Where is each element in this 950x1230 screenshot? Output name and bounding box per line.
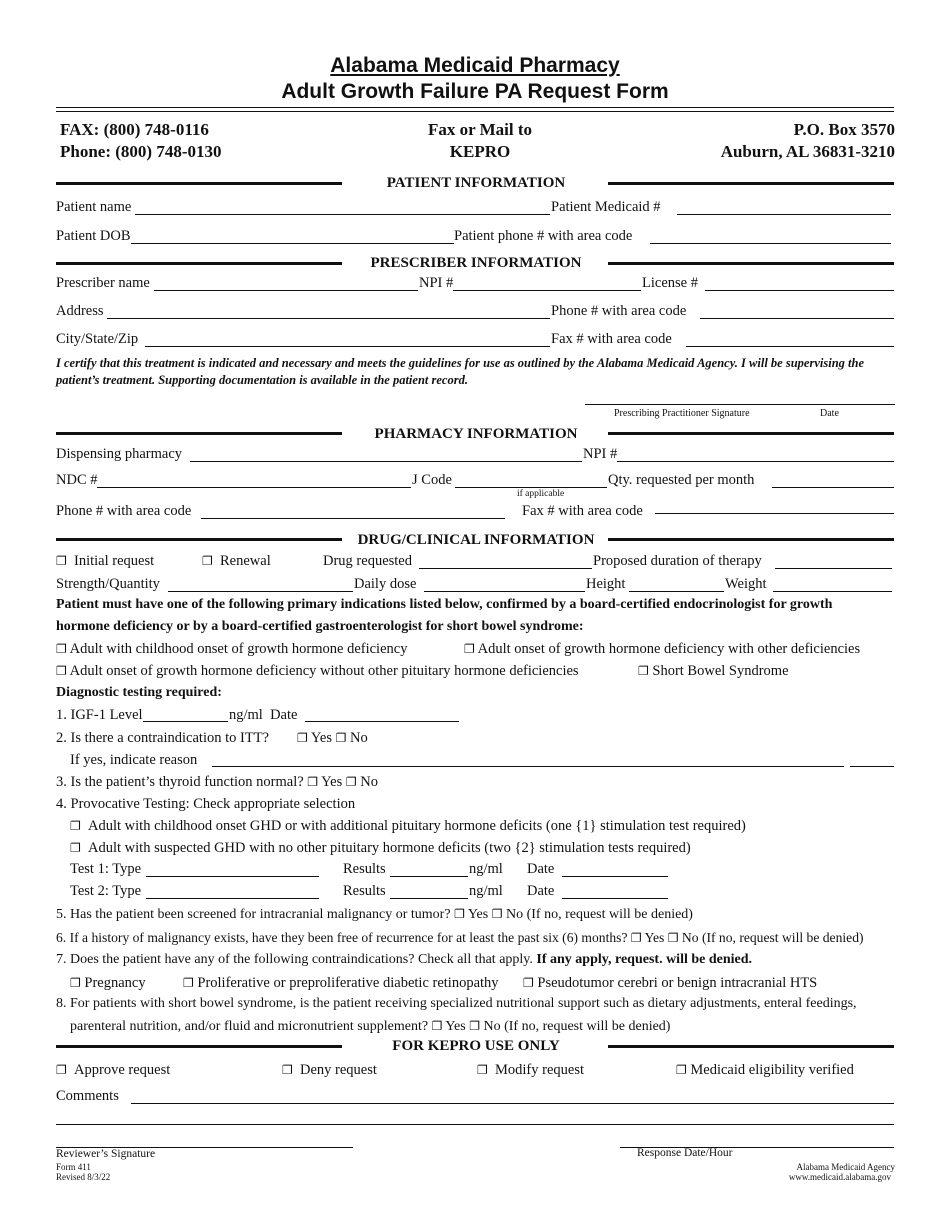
kepro-section-title: FOR KEPRO USE ONLY: [392, 1038, 560, 1054]
patient-medicaid-label: Patient Medicaid #: [551, 199, 661, 215]
primary-indications-line2: hormone deficiency or by a board-certified gastroenterologist for short bowel syndrome:: [56, 619, 584, 634]
patient-section-title: PATIENT INFORMATION: [386, 175, 566, 191]
patient-name-label: Patient name: [56, 199, 132, 215]
qty-label: Qty. requested per month: [608, 472, 755, 488]
igf1-date-label: ng/ml Date: [229, 707, 298, 723]
no-label: No: [349, 730, 368, 746]
contra-label: Proliferative or preproliferative diabetic retinopathy: [197, 975, 499, 991]
q8-label: parenteral nutrition, and/or fluid and micronutrient supplement?: [70, 1019, 429, 1034]
test2-type-label: Test 2: Type: [70, 883, 141, 899]
denied-note: (If no, request will be denied): [504, 1019, 671, 1034]
checkbox-icon[interactable]: ❐: [70, 976, 81, 990]
deny-label: Deny request: [300, 1062, 377, 1078]
checkbox-icon[interactable]: ❐: [183, 976, 194, 990]
indication-label: Adult with childhood onset of growth hormone deficiency: [69, 641, 408, 657]
contra-label: Pseudotumor cerebri or benign intracranial HTS: [537, 975, 818, 991]
prescriber-section-title: PRESCRIBER INFORMATION: [370, 255, 582, 271]
q6-label: 6. If a history of malignancy exists, have they been free of recurrence for at least the past six (6) months?: [56, 930, 628, 945]
q6-recurrence[interactable]: [56, 930, 864, 946]
certification-statement: I certify that this treatment is indicated and necessary and meets the guidelines for use as outlined by the Alabama Medicaid Agency. I will be supervising the patient’s treatment. Supporting documentation is available in the patient record.: [56, 356, 864, 387]
section-bar: [608, 1045, 894, 1048]
po-box: P.O. Box 3570: [793, 120, 895, 139]
agency-url[interactable]: www.medicaid.alabama.gov: [788, 1172, 891, 1182]
section-bar: [608, 538, 894, 541]
checkbox-icon[interactable]: ❐: [638, 664, 649, 678]
q5-label: 5. Has the patient been screened for intracranial malignancy or tumor?: [56, 907, 451, 922]
no-label: No: [360, 774, 378, 790]
section-bar: [608, 262, 894, 265]
q5-malignancy[interactable]: [56, 907, 693, 923]
indication-childhood-onset[interactable]: [56, 641, 407, 658]
test1-date-field[interactable]: [562, 876, 668, 877]
address-field[interactable]: [107, 318, 550, 319]
checkbox-icon[interactable]: ❐: [56, 642, 67, 656]
yes-label: Yes: [445, 1019, 466, 1034]
indication-adult-onset-no-other[interactable]: [56, 663, 579, 680]
revised-date: Revised 8/3/22: [56, 1172, 111, 1182]
igf1-field[interactable]: [143, 721, 228, 722]
test2-ngml-label: ng/ml: [469, 883, 503, 899]
form-subtitle: Adult Growth Failure PA Request Form: [281, 80, 669, 103]
patient-phone-label: Patient phone # with area code: [454, 228, 633, 244]
test1-results-field[interactable]: [390, 876, 468, 877]
ndc-field[interactable]: [97, 487, 411, 488]
checkbox-icon[interactable]: ❐: [676, 1063, 687, 1077]
test1-type-field[interactable]: [146, 876, 319, 877]
denied-note: (If no, request will be denied): [701, 930, 864, 945]
approve-label: Approve request: [74, 1062, 171, 1078]
comments-label: Comments: [56, 1088, 119, 1104]
eligibility-verified-option[interactable]: [676, 1062, 854, 1079]
contra-label: Pregnancy: [84, 975, 146, 991]
q2-options[interactable]: [297, 730, 368, 747]
diagnostic-testing-heading: Diagnostic testing required:: [56, 685, 222, 700]
test1-ngml-label: ng/ml: [469, 861, 503, 877]
prescriber-phone-field[interactable]: [700, 318, 894, 319]
q4-option-label: Adult with childhood onset GHD or with additional pituitary hormone deficits (one {1} stimulation test required): [88, 818, 746, 834]
checkbox-icon[interactable]: ❐: [491, 907, 503, 921]
indication-short-bowel[interactable]: [638, 663, 789, 680]
checkbox-icon[interactable]: ❐: [335, 731, 347, 745]
drug-requested-label: Drug requested: [323, 553, 412, 569]
q7-label: 7. Does the patient have any of the following contraindications? Check all that apply.: [56, 952, 533, 967]
qty-field[interactable]: [772, 487, 894, 488]
response-date-label: Response Date/Hour: [637, 1147, 733, 1159]
prescriber-npi-field[interactable]: [453, 290, 641, 291]
indication-adult-onset-other[interactable]: [464, 641, 860, 658]
checkbox-icon[interactable]: ❐: [454, 907, 465, 921]
city-address: Auburn, AL 36831-3210: [720, 142, 895, 161]
section-bar: [608, 432, 894, 435]
q4-option-suspected[interactable]: [70, 840, 691, 857]
comments-field[interactable]: [131, 1103, 894, 1104]
checkbox-icon[interactable]: ❐: [630, 931, 642, 945]
weight-field[interactable]: [773, 591, 892, 592]
divider: [56, 107, 894, 108]
indication-label: Short Bowel Syndrome: [652, 663, 789, 679]
q8-line1: 8. For patients with short bowel syndrome, is the patient receiving specialized nutritional support such as dietary adjustments, enteral feedings,: [56, 996, 857, 1011]
strength-label: Strength/Quantity: [56, 576, 160, 592]
height-field[interactable]: [629, 591, 724, 592]
prescriber-fax-field[interactable]: [686, 346, 894, 347]
igf1-label: 1. IGF-1 Level: [56, 707, 143, 723]
divider: [56, 111, 894, 112]
denied-note: (If no, request will be denied): [526, 907, 693, 922]
q4-option-childhood[interactable]: [70, 818, 746, 835]
test1-type-label: Test 1: Type: [70, 861, 141, 877]
q3-label: 3. Is the patient’s thyroid function normal?: [56, 774, 304, 790]
checkbox-icon[interactable]: ❐: [523, 976, 534, 990]
checkbox-icon[interactable]: ❐: [477, 1063, 488, 1077]
q2-reason-label: If yes, indicate reason: [70, 752, 198, 768]
checkbox-icon[interactable]: ❐: [56, 554, 67, 568]
if-applicable-note: if applicable: [517, 489, 565, 499]
prescriber-phone-label: Phone # with area code: [551, 303, 687, 319]
yes-label: Yes: [467, 907, 489, 922]
initial-request-option[interactable]: [56, 553, 154, 570]
daily-dose-label: Daily dose: [354, 576, 417, 592]
form-title: Alabama Medicaid Pharmacy: [330, 54, 620, 77]
section-bar: [608, 182, 894, 185]
license-field[interactable]: [705, 290, 894, 291]
section-bar: [56, 1045, 342, 1048]
city-state-zip-field[interactable]: [145, 346, 550, 347]
indication-label: Adult onset of growth hormone deficiency without other pituitary hormone deficiencies: [69, 663, 579, 679]
contra-pregnancy[interactable]: [70, 975, 146, 992]
drug-requested-field[interactable]: [419, 568, 592, 569]
section-bar: [56, 262, 342, 265]
section-bar: [56, 182, 342, 185]
prescriber-fax-label: Fax # with area code: [551, 331, 672, 347]
checkbox-icon[interactable]: ❐: [70, 841, 81, 855]
test2-date-field[interactable]: [562, 898, 668, 899]
contra-retinopathy[interactable]: [183, 975, 499, 992]
eligibility-label: Medicaid eligibility verified: [690, 1062, 854, 1078]
no-label: No: [505, 907, 524, 922]
modify-label: Modify request: [495, 1062, 585, 1078]
fax-number: FAX: (800) 748-0116: [60, 120, 209, 139]
drug-section-title: DRUG/CLINICAL INFORMATION: [357, 532, 595, 548]
license-label: License #: [642, 275, 698, 291]
dispensing-pharmacy-label: Dispensing pharmacy: [56, 446, 183, 462]
pharmacy-npi-field[interactable]: [617, 461, 894, 462]
checkbox-icon[interactable]: ❐: [282, 1063, 293, 1077]
yes-label: Yes: [310, 730, 332, 746]
pharmacy-fax-field[interactable]: [655, 513, 894, 514]
q2-reason-field-extra[interactable]: [850, 766, 894, 767]
daily-dose-field[interactable]: [424, 591, 585, 592]
mail-to-label: Fax or Mail to: [427, 120, 533, 139]
duration-label: Proposed duration of therapy: [593, 553, 762, 569]
patient-dob-label: Patient DOB: [56, 228, 131, 244]
renewal-label: Renewal: [220, 553, 271, 569]
no-label: No: [483, 1019, 501, 1034]
patient-dob-field[interactable]: [131, 243, 454, 244]
test2-results-field[interactable]: [390, 898, 468, 899]
deny-request-option[interactable]: [282, 1062, 377, 1079]
kepro-label: KEPRO: [449, 142, 511, 161]
prescriber-name-label: Prescriber name: [56, 275, 150, 291]
pharmacy-phone-label: Phone # with area code: [56, 503, 192, 519]
q4-option-label: Adult with suspected GHD with no other pituitary hormone deficits (two {2} stimulation tests required): [88, 840, 691, 856]
test2-results-label: Results: [343, 883, 386, 899]
form-number: Form 411: [56, 1162, 91, 1172]
checkbox-icon[interactable]: ❐: [56, 1063, 67, 1077]
approve-request-option[interactable]: [56, 1062, 170, 1079]
prescriber-signature-field[interactable]: [585, 404, 895, 405]
patient-medicaid-field[interactable]: [677, 214, 891, 215]
q2-itt-label: 2. Is there a contraindication to ITT?: [56, 730, 269, 746]
checkbox-icon[interactable]: ❐: [56, 664, 67, 678]
primary-indications-line1: Patient must have one of the following primary indications listed below, confirmed by a board-certified endocrinologist for growth: [56, 597, 833, 612]
checkbox-icon[interactable]: ❐: [297, 731, 308, 745]
signature-label: Prescribing Practitioner Signature: [614, 408, 750, 419]
igf1-date-field[interactable]: [305, 721, 459, 722]
contra-pseudotumor[interactable]: [523, 975, 817, 992]
prescriber-name-field[interactable]: [154, 290, 418, 291]
q4-label: 4. Provocative Testing: Check appropriate selection: [56, 796, 356, 812]
modify-request-option[interactable]: [477, 1062, 584, 1079]
checkbox-icon[interactable]: ❐: [431, 1019, 443, 1033]
initial-request-label: Initial request: [74, 553, 155, 569]
yes-label: Yes: [644, 930, 665, 945]
address-label: Address: [56, 303, 104, 319]
dispensing-pharmacy-field[interactable]: [190, 461, 582, 462]
duration-field[interactable]: [775, 568, 892, 569]
agency-name: Alabama Medicaid Agency: [796, 1162, 895, 1172]
strength-field[interactable]: [168, 591, 353, 592]
city-state-zip-label: City/State/Zip: [56, 331, 139, 347]
checkbox-icon[interactable]: ❐: [70, 819, 81, 833]
q7-warning: If any apply, request. will be denied.: [536, 952, 753, 967]
weight-label: Weight: [725, 576, 767, 592]
no-label: No: [681, 930, 699, 945]
pharmacy-npi-label: NPI #: [583, 446, 618, 462]
comments-field-line2[interactable]: [56, 1124, 894, 1125]
q2-reason-field[interactable]: [212, 766, 844, 767]
q7-contraindications: [56, 952, 752, 968]
checkbox-icon[interactable]: ❐: [307, 775, 319, 789]
q3-thyroid[interactable]: [56, 774, 378, 791]
indication-label: Adult onset of growth hormone deficiency with other deficiencies: [477, 641, 861, 657]
renewal-option[interactable]: [202, 553, 271, 570]
patient-name-field[interactable]: [135, 214, 550, 215]
phone-number: Phone: (800) 748-0130: [60, 142, 222, 161]
jcode-field[interactable]: [455, 487, 607, 488]
test1-results-label: Results: [343, 861, 386, 877]
signature-date-label: Date: [820, 408, 839, 419]
checkbox-icon[interactable]: ❐: [469, 1019, 480, 1033]
section-bar: [56, 538, 342, 541]
checkbox-icon[interactable]: ❐: [345, 775, 357, 789]
pharmacy-fax-label: Fax # with area code: [522, 503, 643, 519]
jcode-label: J Code: [412, 472, 452, 488]
yes-label: Yes: [321, 774, 343, 790]
height-label: Height: [586, 576, 626, 592]
pharmacy-section-title: PHARMACY INFORMATION: [374, 426, 578, 442]
prescriber-npi-label: NPI #: [419, 275, 454, 291]
test2-date-label: Date: [527, 883, 555, 899]
checkbox-icon[interactable]: ❐: [667, 931, 679, 945]
patient-phone-field[interactable]: [650, 243, 891, 244]
section-bar: [56, 432, 342, 435]
pharmacy-phone-field[interactable]: [201, 518, 505, 519]
checkbox-icon[interactable]: ❐: [202, 554, 213, 568]
q8-nutrition[interactable]: [70, 1019, 670, 1035]
ndc-label: NDC #: [56, 472, 98, 488]
reviewer-signature-label: Reviewer’s Signature: [56, 1148, 156, 1160]
test2-type-field[interactable]: [146, 898, 319, 899]
checkbox-icon[interactable]: ❐: [464, 642, 475, 656]
test1-date-label: Date: [527, 861, 555, 877]
